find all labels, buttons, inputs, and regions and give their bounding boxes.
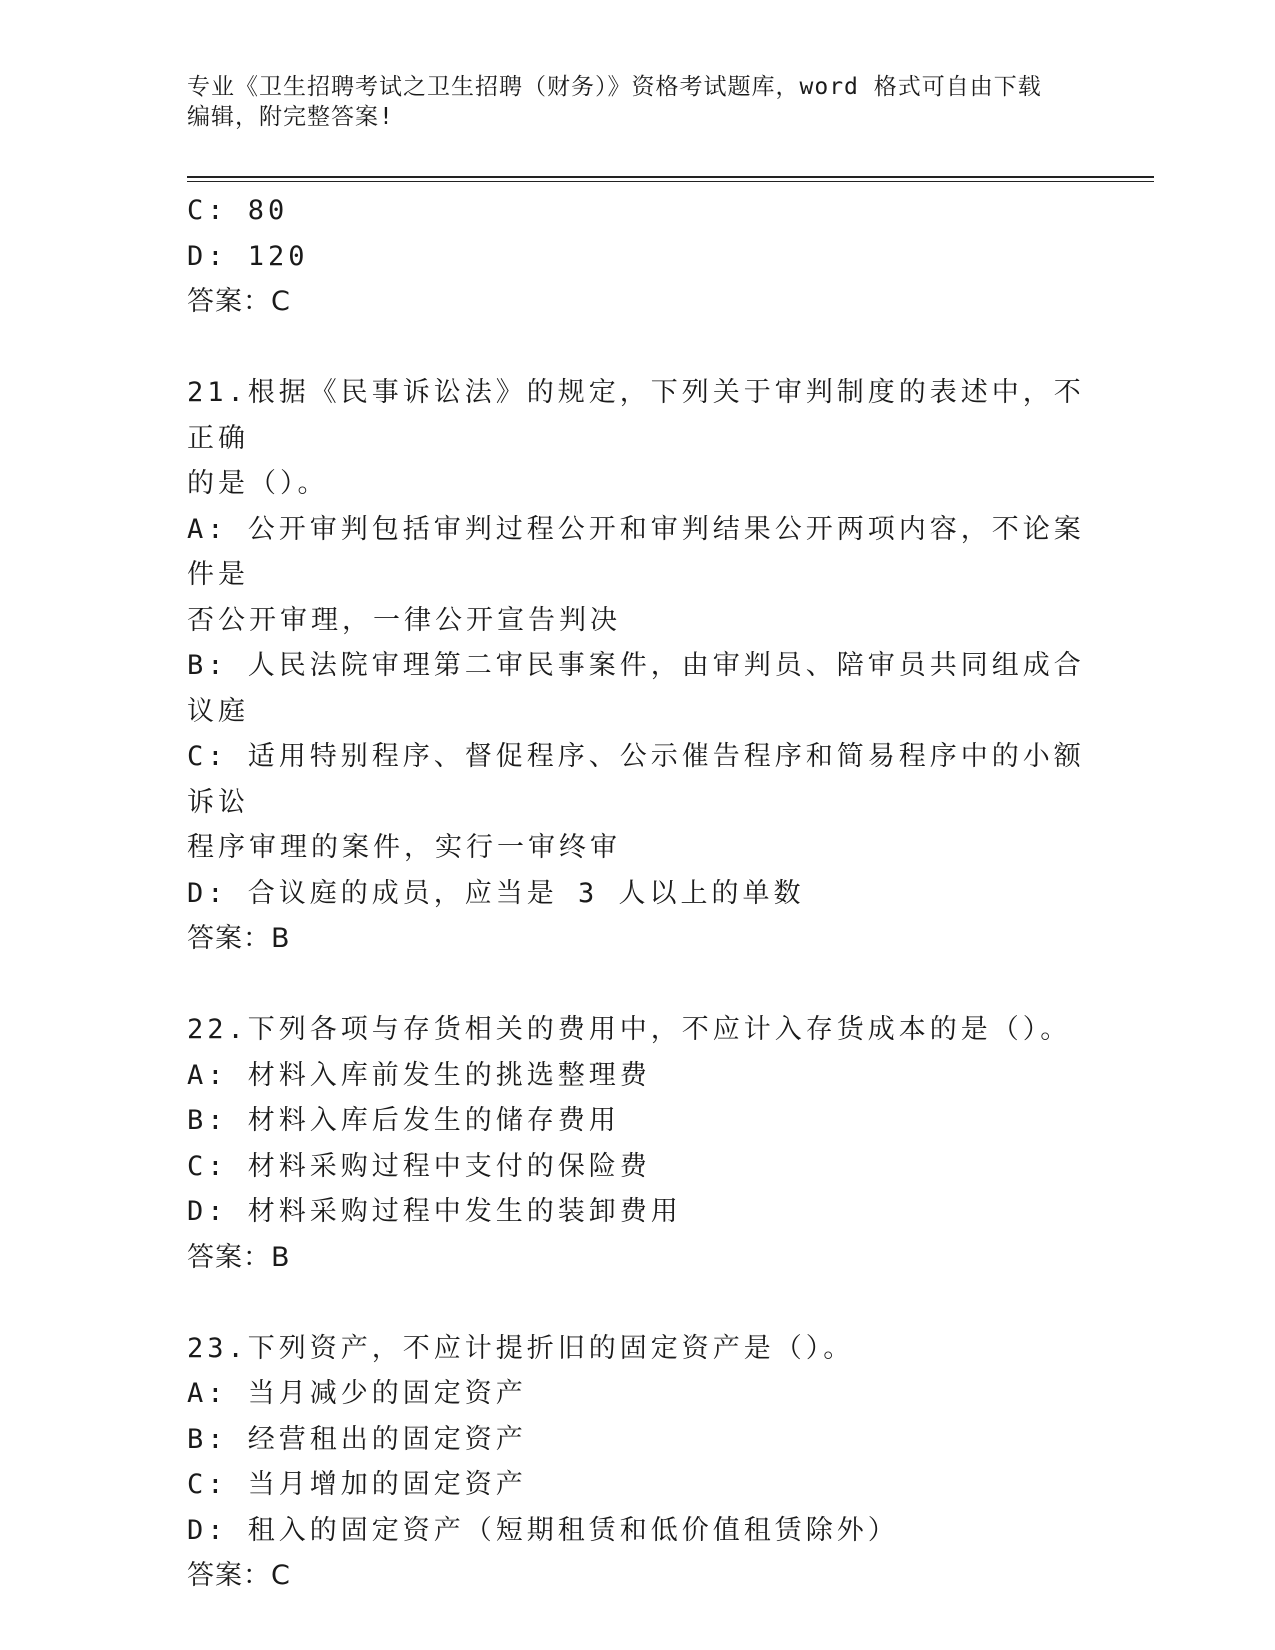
spacer — [187, 1280, 1087, 1326]
question-22 — [187, 1007, 1087, 1280]
option-c: C: 材料采购过程中支付的保险费 — [187, 1150, 651, 1182]
header-divider-thin — [187, 181, 1154, 182]
question-stem: 21.根据《民事诉讼法》的规定，下列关于审判制度的表述中，不正确 — [187, 377, 1085, 454]
option-d: D: 合议庭的成员，应当是 3 人以上的单数 — [187, 877, 805, 909]
spacer — [187, 962, 1087, 1008]
question-stem-cont: 的是（）。 — [187, 468, 329, 499]
previous-question — [187, 188, 1087, 325]
question-21 — [187, 370, 1087, 962]
answer-line: 答案：B — [187, 923, 291, 954]
option-a-cont: 否公开审理，一律公开宣告判决 — [187, 604, 621, 636]
document-header — [187, 72, 1067, 132]
option-c: C: 当月增加的固定资产 — [187, 1469, 527, 1500]
answer-line: 答案：C — [187, 1560, 291, 1591]
spacer — [187, 325, 1087, 371]
option-a: A: 材料入库前发生的挑选整理费 — [187, 1059, 651, 1091]
option-b: B: 人民法院审理第二审民事案件，由审判员、陪审员共同组成合议庭 — [187, 650, 1085, 727]
answer-line: 答案：B — [187, 1241, 291, 1273]
answer-line: 答案：C — [187, 286, 291, 317]
option-c-cont: 程序审理的案件，实行一审终审 — [187, 832, 621, 863]
option-d: D: 材料采购过程中发生的装卸费用 — [187, 1196, 682, 1227]
question-content — [187, 188, 1087, 1599]
question-stem: 23.下列资产，不应计提折旧的固定资产是（）。 — [187, 1332, 855, 1364]
header-line-1: 专业《卫生招聘考试之卫生招聘（财务）》资格考试题库，word 格式可自由下载 — [187, 74, 1042, 100]
header-divider-thick — [187, 176, 1154, 178]
option-a: A: 当月减少的固定资产 — [187, 1378, 527, 1409]
question-stem: 22.下列各项与存货相关的费用中，不应计入存货成本的是（）。 — [187, 1014, 1072, 1045]
question-23 — [187, 1326, 1087, 1599]
header-line-2: 编辑，附完整答案! — [187, 104, 394, 130]
option-d: D: 租入的固定资产（短期租赁和低价值租赁除外） — [187, 1514, 899, 1546]
option-d: D: 120 — [187, 240, 309, 272]
option-c: C: 适用特别程序、督促程序、公示催告程序和简易程序中的小额诉讼 — [187, 741, 1085, 818]
option-b: B: 经营租出的固定资产 — [187, 1423, 527, 1455]
option-c: C: 80 — [187, 195, 289, 226]
option-a: A: 公开审判包括审判过程公开和审判结果公开两项内容，不论案件是 — [187, 513, 1085, 590]
option-b: B: 材料入库后发生的储存费用 — [187, 1105, 620, 1136]
